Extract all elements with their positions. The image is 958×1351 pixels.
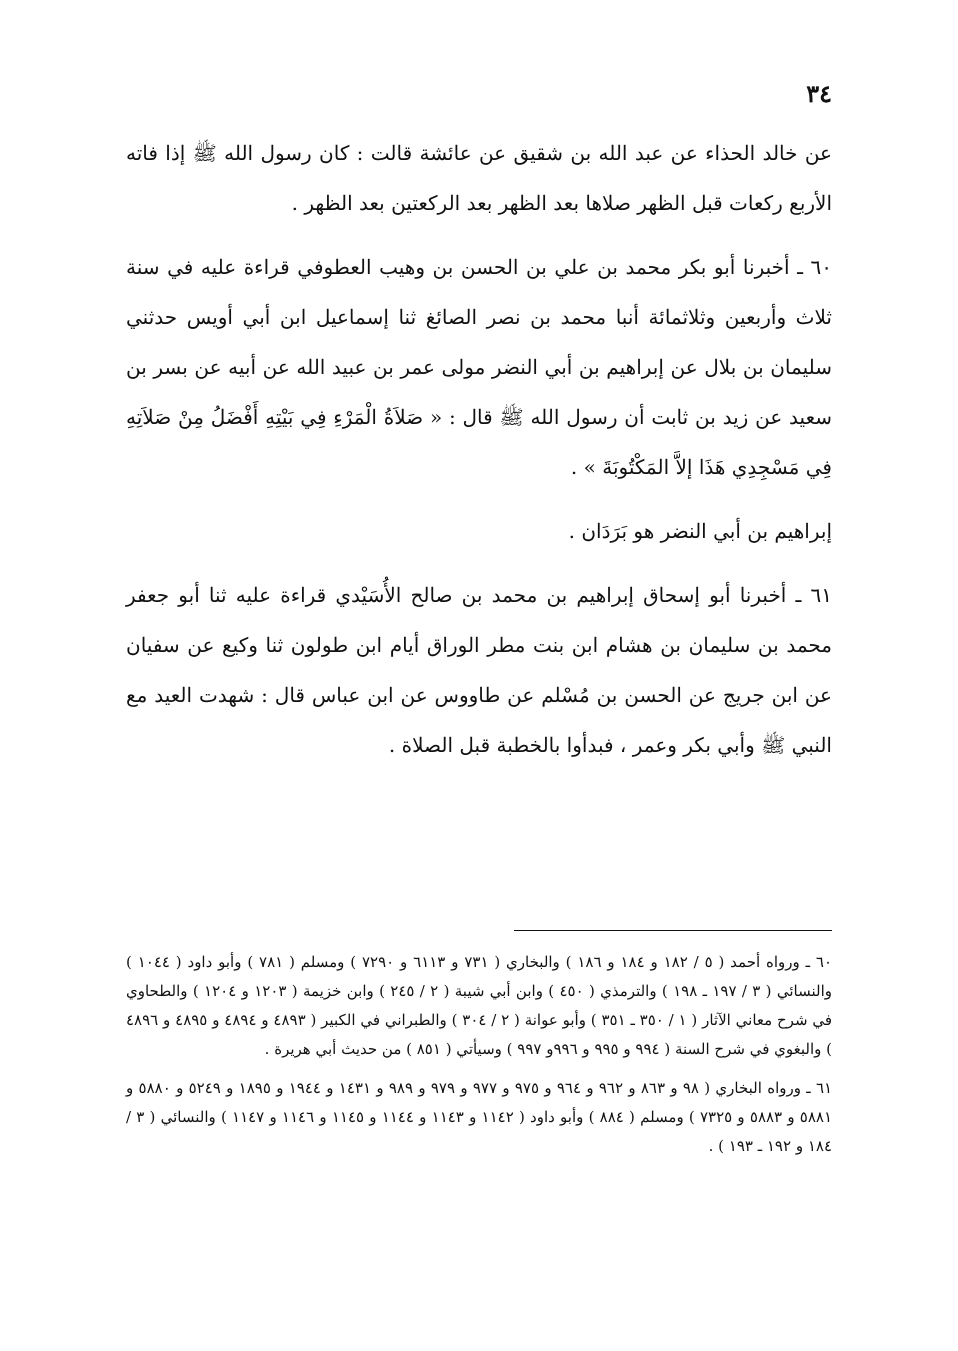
- footnote-60: ٦٠ ـ ورواه أحمد ( ٥ / ١٨٢ و ١٨٤ و ١٨٦ ) والبخاري ( ٧٣١ و ٦١١٣ و ٧٢٩٠ ) ومسلم ( ٧٨١ ) وأبو داود ( ١٠٤٤ ) والنسائي ( ٣ / ١٩٧ ـ ١٩٨ ) والترمذي ( ٤٥٠ ) وابن أبي شيبة ( ٢ / ٢٤٥ ) وابن خزيمة ( ١٢٠٣ و ١٢٠٤ ) والطحاوي في شرح معاني الآثار ( ١ / ٣٥٠ ـ ٣٥١ ) وأبو عوانة ( ٢ / ٣٠٤ ) والطبراني في الكبير ( ٤٨٩٣ و ٤٨٩٤ و ٤٨٩٥ و ٤٨٩٦ ) والبغوي في شرح السنة ( ٩٩٤ و ٩٩٥ و ٩٩٦و ٩٩٧ ) وسيأتي ( ٨٥١ ) من حديث أبي هريرة .: [126, 953, 833, 1058]
- footnote-61: ٦١ ـ ورواه البخاري ( ٩٨ و ٨٦٣ و ٩٦٢ و ٩٦٤ و ٩٧٥ و ٩٧٧ و ٩٧٩ و ٩٨٩ و ١٤٣١ و ١٩٤٤ و ١٨٩٥ و ٥٢٤٩ و ٥٨٨٠ و ٥٨٨١ و ٥٨٨٣ و ٧٣٢٥ ) ومسلم ( ٨٨٤ ) وأبو داود ( ١١٤٢ و ١١٤٣ و ١١٤٤ و ١١٤٥ و ١١٤٦ و ١١٤٧ ) والنسائي ( ٣ / ١٨٤ و ١٩٢ ـ ١٩٣ ) .: [126, 1079, 833, 1155]
- footnotes: [126, 948, 832, 1171]
- paragraph-aisha-narration: عن خالد الحذاء عن عبد الله بن شقيق عن عائشة قالت : كان رسول الله ﷺ إذا فاته الأربع ركعات قبل الظهر صلاها بعد الظهر بعد الركعتين بعد الظهر .: [126, 141, 832, 215]
- paragraph-hadith-61: ٦١ ـ أخبرنا أبو إسحاق إبراهيم بن محمد بن صالح الأُسَيْدي قراءة عليه ثنا أبو جعفر محمد بن سليمان بن هشام ابن بنت مطر الوراق أيام ابن طولون ثنا وكيع عن سفيان عن ابن جريج عن الحسن بن مُسْلم عن طاووس عن ابن عباس قال : شهدت العيد مع النبي ﷺ وأبي بكر وعمر ، فبدأوا بالخطبة قبل الصلاة .: [126, 583, 832, 757]
- page-number: ٣٤: [806, 79, 832, 108]
- footnote-divider: [514, 930, 832, 931]
- main-text: [126, 128, 832, 784]
- paragraph-narrator-note: إبراهيم بن أبي النضر هو بَرَدَان .: [568, 519, 832, 543]
- paragraph-hadith-60: ٦٠ ـ أخبرنا أبو بكر محمد بن علي بن الحسن بن وهيب العطوفي قراءة عليه في سنة ثلاث وأربعين وثلاثمائة أنبا محمد بن نصر الصائغ ثنا إسماعيل ابن أبي أويس حدثني سليمان بن بلال عن إبراهيم بن أبي النضر مولى عمر بن عبيد الله عن أبيه عن بسر بن سعيد عن زيد بن ثابت أن رسول الله ﷺ قال : « صَلاَةُ الْمَرْءِ فِي بَيْتِهِ أَفْضَلُ مِنْ صَلاَتِهِ فِي مَسْجِدِي هَذَا إلاَّ المَكْتُوبَةَ » .: [126, 255, 833, 479]
